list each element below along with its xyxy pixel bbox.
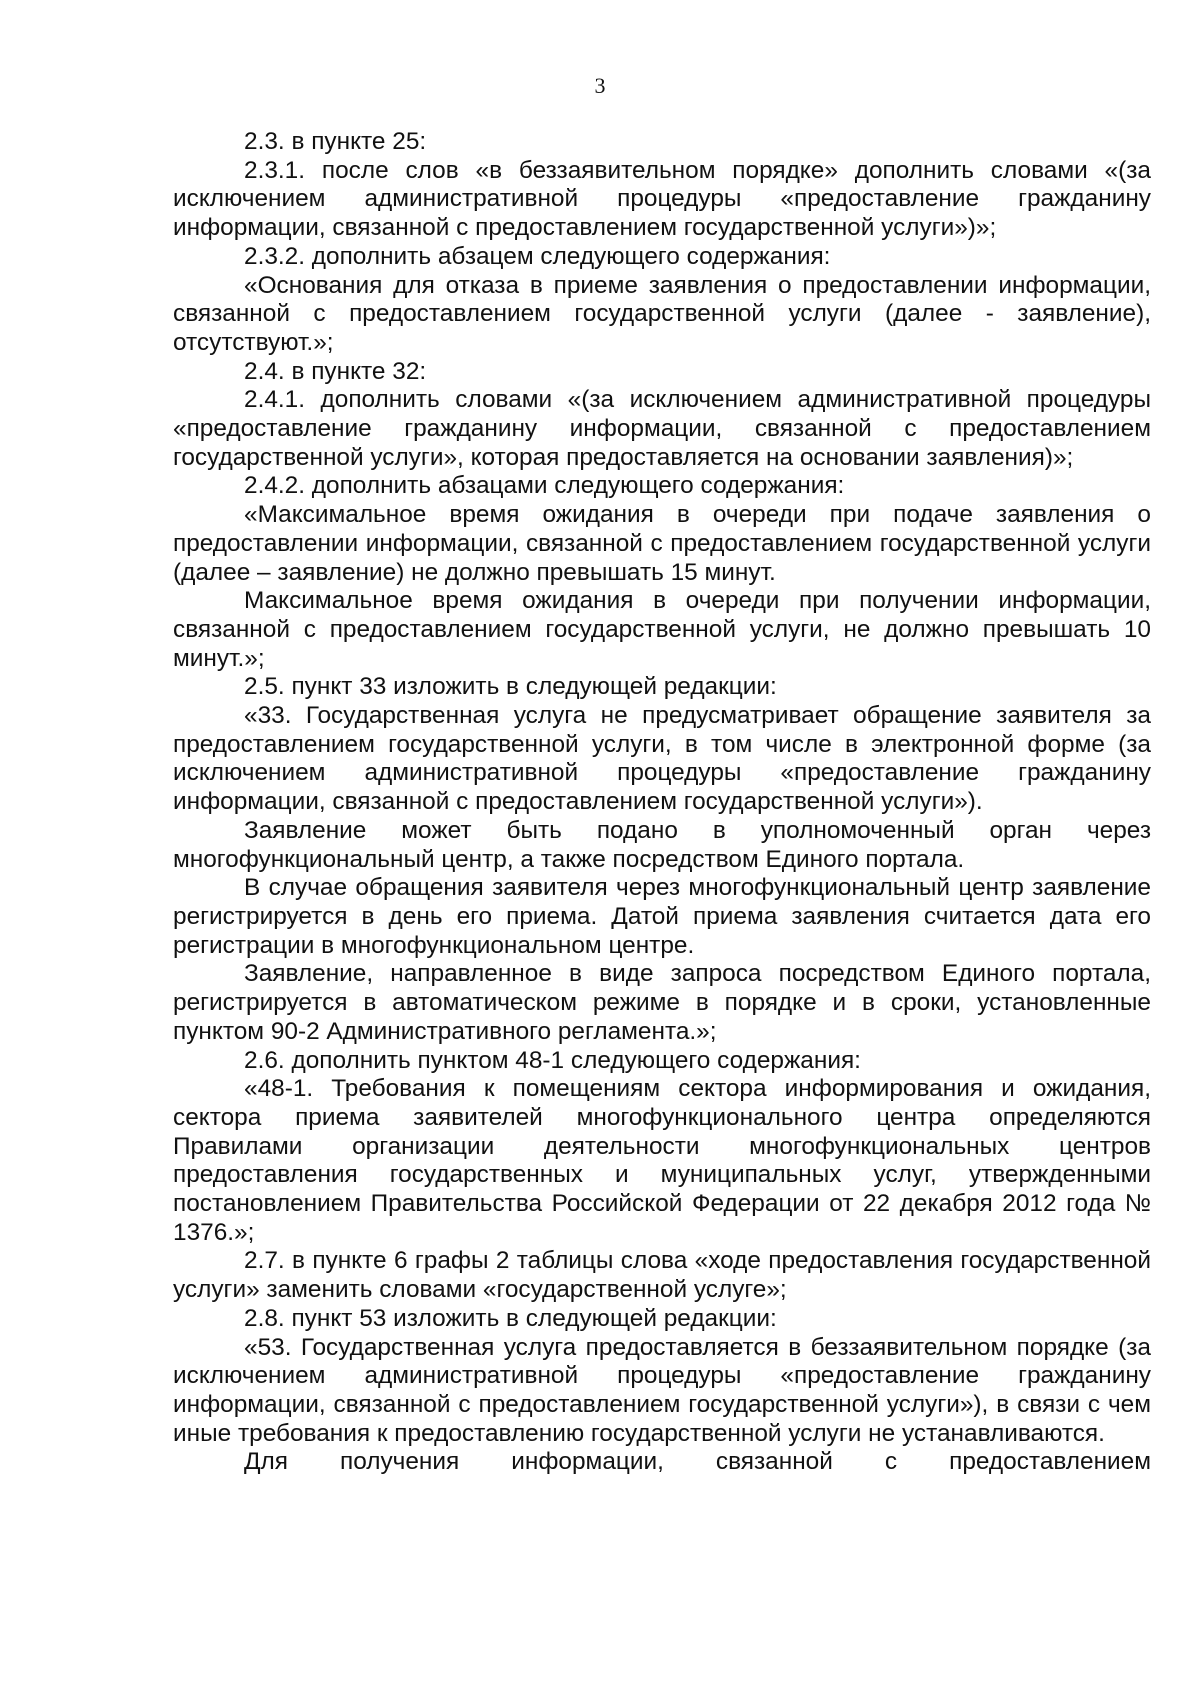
paragraph-2-4-2: 2.4.2. дополнить абзацами следующего содержания: <box>244 472 845 500</box>
paragraph-item-33: «33. Государственная услуга не предусматривает обращение заявителя за предоставлением государственной услуги, в том числе в электронной форме (за исключением административной процедуры «предоставление гражданину информации, связанной с предоставлением государственной услуги»). <box>173 702 1151 816</box>
paragraph-2-7: 2.7. в пункте 6 графы 2 таблицы слова «ходе предоставления государственной услуги» заменить словами «государственной услуге»; <box>173 1247 1151 1304</box>
paragraph-2-3-2: 2.3.2. дополнить абзацем следующего содержания: <box>244 242 831 270</box>
paragraph-application-registration: В случае обращения заявителя через многофункциональный центр заявление регистрируется в день его приема. Датой приема заявления считается дата его регистрации в многофункциональном центре. <box>173 874 1151 959</box>
paragraph-2-6: 2.6. дополнить пунктом 48-1 следующего содержания: <box>244 1046 861 1074</box>
paragraph-item-48-1: «48-1. Требования к помещениям сектора информирования и ожидания, сектора приема заявителей многофункционального центра определяются Правилами организации деятельности многофункциональных центров предоставления государственных и муниципальных услуг, утвержденными постановлением Правительства Российской Федерации от 22 декабря 2012 года № 1376.»; <box>173 1075 1151 1246</box>
paragraph-application-submission: Заявление может быть подано в уполномоченный орган через многофункциональный центр, а также посредством Единого портала. <box>173 816 1151 873</box>
paragraph-2-5: 2.5. пункт 33 изложить в следующей редакции: <box>244 673 777 701</box>
paragraph-max-wait-submission: «Максимальное время ожидания в очереди при подаче заявления о предоставлении информации, связанной с предоставлением государственной услуги (далее – заявление) не должно превышать 15 минут. <box>173 501 1151 586</box>
paragraph-item-53: «53. Государственная услуга предоставляется в беззаявительном порядке (за исключением административной процедуры «предоставление гражданину информации, связанной с предоставлением государственной услуги»), в связи с чем иные требования к предоставлению государственной услуги не устанавливаются. <box>173 1333 1151 1447</box>
document-body <box>173 128 1151 1477</box>
paragraph-2-8: 2.8. пункт 53 изложить в следующей редакции: <box>244 1304 777 1332</box>
paragraph-information-request: Для получения информации, связанной с предоставлением <box>244 1448 1151 1476</box>
paragraph-max-wait-receipt: Максимальное время ожидания в очереди при получении информации, связанной с предоставлением государственной услуги, не должно превышать 10 минут.»; <box>173 587 1151 672</box>
paragraph-2-4-1: 2.4.1. дополнить словами «(за исключением административной процедуры «предоставление гражданину информации, связанной с предоставлением государственной услуги», которая предоставляется на основании заявления)»; <box>173 386 1151 471</box>
page-number: 3 <box>594 73 606 98</box>
paragraph-2-3-1: 2.3.1. после слов «в беззаявительном порядке» дополнить словами «(за исключением административной процедуры «предоставление гражданину информации, связанной с предоставлением государственной услуги»)»; <box>173 156 1151 242</box>
paragraph-2-3: 2.3. в пункте 25: <box>244 128 427 155</box>
paragraph-portal-registration: Заявление, направленное в виде запроса посредством Единого портала, регистрируется в автоматическом режиме в порядке и в сроки, установленные пунктом 90-2 Административного регламента.»; <box>173 960 1151 1045</box>
paragraph-refusal-grounds: «Основания для отказа в приеме заявления о предоставлении информации, связанной с предоставлением государственной услуги (далее - заявление), отсутствуют.»; <box>173 271 1151 356</box>
paragraph-2-4: 2.4. в пункте 32: <box>244 357 427 385</box>
